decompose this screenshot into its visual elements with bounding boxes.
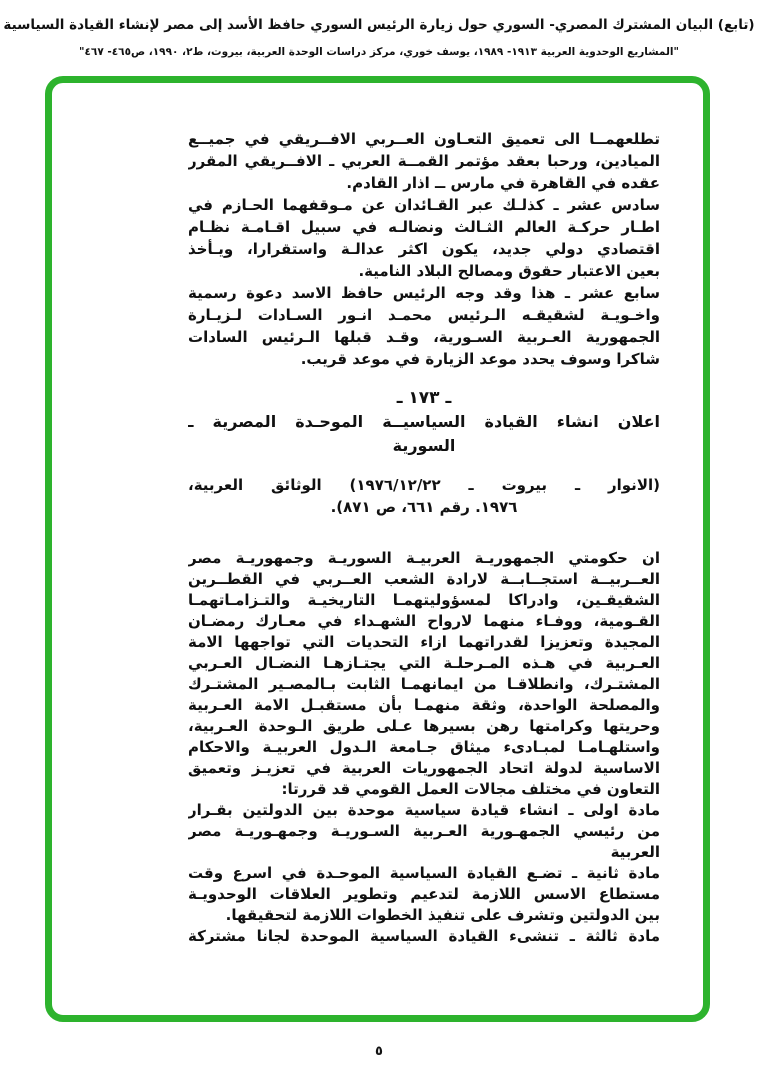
- text-line: وحريتها وكرامتها رهن بسيرها عـلى طريق الـوحدة العـربية،: [188, 717, 660, 735]
- text-line: بين الدولتين وتشرف على تنفيذ الخطوات اللازمة لتحقيقها.: [225, 906, 660, 924]
- text-line: مادة اولى ـ انشاء قيادة سياسية موحدة بين الدولتين بقـرار: [188, 801, 660, 819]
- running-header-title: (تابع) البيان المشترك المصري- السوري حول زيارة الرئيس السوري حافظ الأسد إلى مصر لإنشاء القيادة السياسية: [3, 17, 755, 33]
- text-line: الجمهورية العـربية السـورية، وقـد قبلها الـرئيس السادات: [188, 328, 660, 346]
- citation-line: (الانوار ـ بيروت ـ ١٩٧٦/١٢/٢٢) الوثائق العربية،: [188, 476, 660, 494]
- document-body: [188, 128, 660, 947]
- running-header-source: "المشاريع الوحدوية العربية ١٩١٣- ١٩٨٩، يوسف خوري، مركز دراسات الوحدة العربية، بيروت، ط٢، ١٩٩٠، ص٤٦٥- ٤٦٧": [79, 46, 679, 58]
- text-line: مستطاع الاسس اللازمة لتدعيم وتطوير العلاقات الوحدويـة: [188, 885, 660, 903]
- text-line: مادة ثالثة ـ تنشىء القيادة السياسية الموحدة لجانا مشتركة: [188, 927, 660, 945]
- citation-line: ١٩٧٦. رقم ٦٦١، ص ٨٧١).: [330, 498, 518, 516]
- text-line: اطـار حركـة العالم الثـالث ونضالـه في سبيل اقـامـة نظـام: [188, 218, 660, 236]
- paragraph-clause-16: [188, 194, 660, 282]
- text-line: المشتـرك، وانطلاقـا من ايمانهمـا الثابت بـالمصـير المشتـرك: [188, 675, 660, 693]
- text-line: سادس عشر ـ كذلـك عبر القـائدان عن مـوقفهما الحـازم في: [188, 196, 660, 214]
- text-line: شاكرا وسوف يحدد موعد الزيارة في موعد قريب.: [300, 350, 660, 368]
- text-line: الميادين، ورحبا بعقد مؤتمر القمــة العربي ـ الافــريقي المقرر: [188, 152, 660, 170]
- text-line: تطلعهمــا الى تعميق التعـاون العــربي الافــريقي في جميــع: [188, 130, 660, 148]
- text-line: والمصلحة الواحدة، وثقة منهمـا بأن مستقبـل الامة العـربية: [188, 696, 660, 714]
- section-number-heading: ـ ١٧٣ ـ: [396, 388, 452, 408]
- text-line: عقده في القاهرة في مارس ــ اذار القادم.: [346, 174, 660, 192]
- paragraph-continuation: [188, 128, 660, 194]
- text-line: العــربيــة استجــابــة لارادة الشعب العــربي في القطــرين: [188, 570, 660, 588]
- text-line: مادة ثانية ـ تضـع القيادة السياسية الموحـدة في اسرع وقت: [188, 864, 660, 882]
- text-line: القـومية، ووفـاء منهما لارواح الشهـداء في معـارك رمضـان: [188, 612, 660, 630]
- text-line: سابع عشر ـ هذا وقد وجه الرئيس حافظ الاسد دعوة رسمية: [188, 284, 660, 302]
- text-line: بعين الاعتبار حقوق ومصالح البلاد النامية.: [358, 262, 660, 280]
- paragraph-preamble: [188, 548, 660, 800]
- text-line: واخـويـة لشقيقـه الـرئيس محمـد انـور السـادات لـزيـارة: [188, 306, 660, 324]
- text-line: المجيدة وتعزيزا لقدراتهما ازاء التحديات التي تواجهها الامة: [188, 633, 660, 651]
- text-line: اقتصادي دولي جديد، يكون اكثر عدالـة واستقرارا، ويـأخذ: [188, 240, 660, 258]
- section-title: [188, 410, 660, 458]
- paragraph-clause-17: [188, 282, 660, 370]
- paragraph-article-3: [188, 926, 660, 947]
- text-line: التعاون في مختلف مجالات العمل القومي قد قررتا:: [281, 780, 660, 798]
- section-title-line: السورية: [392, 436, 456, 455]
- paragraph-article-2: [188, 863, 660, 926]
- text-line: واستلهـامـا لمبـادىء ميثاق جـامعة الـدول العربيـة والاحكام: [188, 738, 660, 756]
- source-citation: [188, 474, 660, 518]
- text-line: من رئيسي الجمهـورية العـربية السـوريـة وجمهـوريـة مصر: [188, 822, 660, 840]
- text-line: الشقيقـين، وادراكا لمسؤوليتهمـا التاريخيـة والتـزامـاتهمـا: [188, 591, 660, 609]
- text-line: الاساسية لدولة اتحاد الجمهوريات العربية في تعزيـز وتعميق: [188, 759, 660, 777]
- paragraph-article-1: [188, 800, 660, 863]
- text-line: ان حكومتي الجمهوريـة العربيـة السوريـة وجمهوريـة مصر: [188, 549, 660, 567]
- page-number: ٥: [375, 1044, 383, 1059]
- text-line: العربية: [610, 843, 660, 861]
- text-line: العـربية في هـذه المـرحلـة التي يجتـازهـا النضـال العـربي: [188, 654, 660, 672]
- section-title-line: اعلان انشاء القيادة السياسيــة الموحـدة المصرية ـ: [188, 412, 660, 431]
